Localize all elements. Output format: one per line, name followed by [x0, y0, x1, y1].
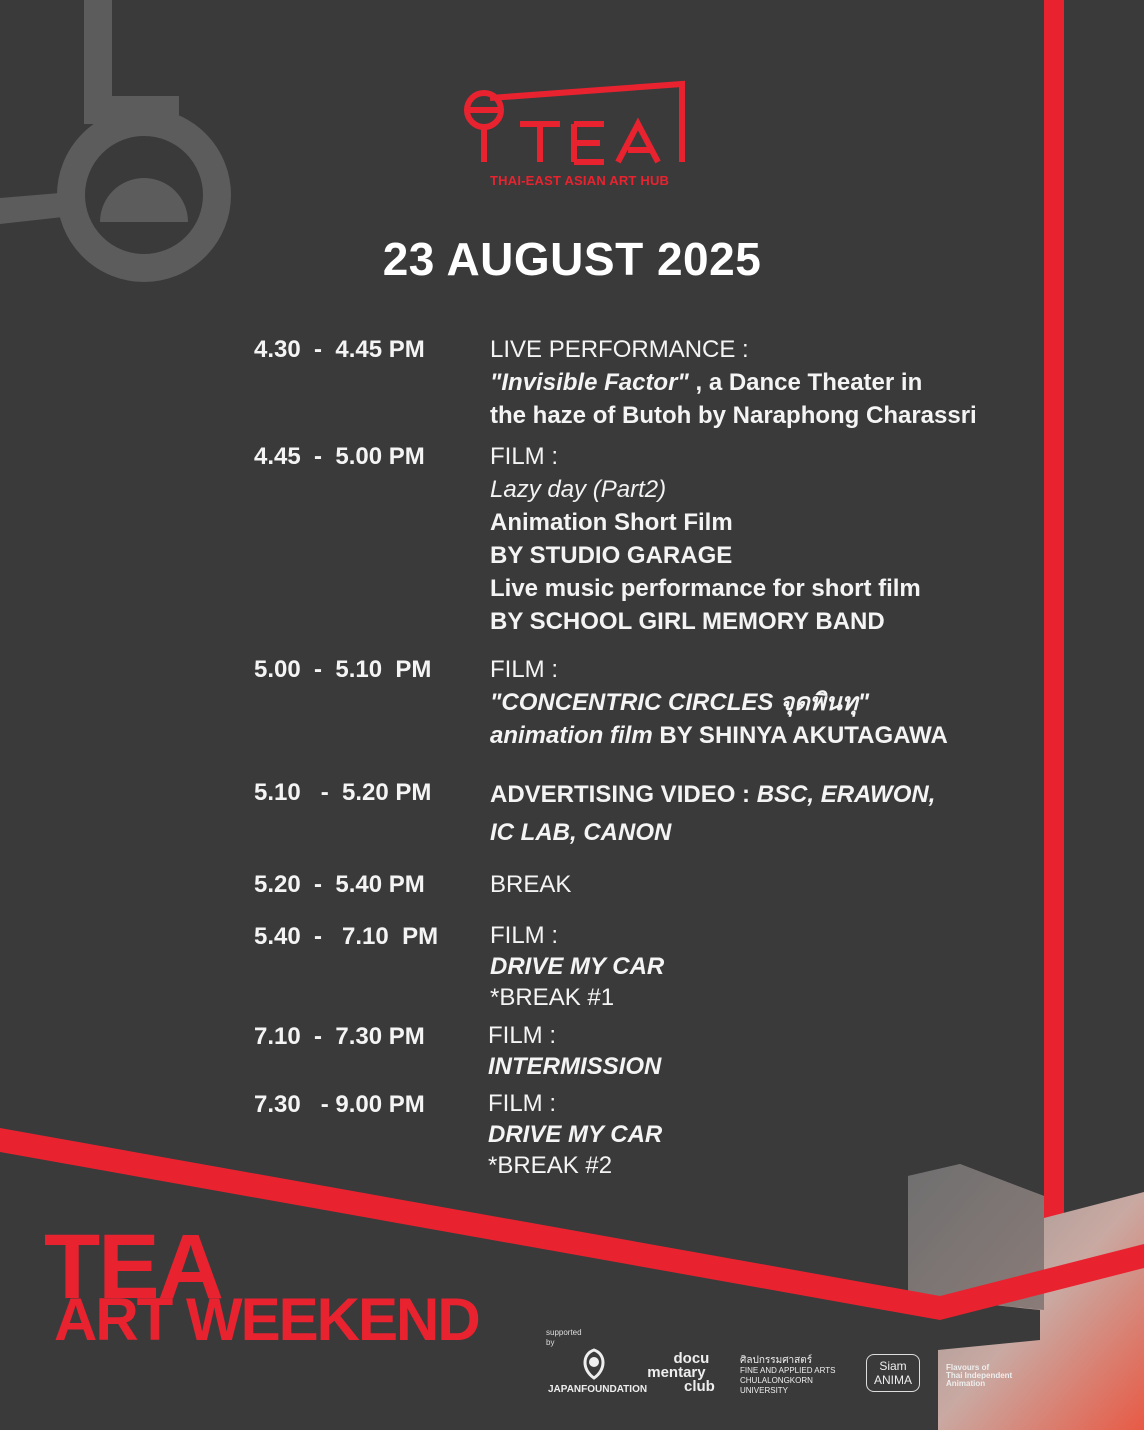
description-text: FILM : [490, 922, 559, 949]
tea-wordmark: TEA [44, 1216, 222, 1318]
schedule-description [490, 868, 1110, 901]
documentary-club-text-1: docu [673, 1350, 710, 1367]
description-text: Animation Short Film [490, 509, 733, 536]
logo-subtitle: THAI-EAST ASIAN ART HUB [490, 173, 670, 188]
siam-anima-text-2: ANIMA [873, 1373, 912, 1387]
description-line [490, 920, 1110, 951]
schedule-description [488, 1088, 1108, 1181]
supported-by-label: supported by [546, 1328, 582, 1347]
description-text: BREAK [490, 871, 572, 898]
schedule-description [490, 440, 1110, 638]
japan-foundation-logo [548, 1384, 647, 1395]
tea-logo-icon [466, 84, 682, 162]
description-line [490, 776, 1110, 814]
description-text: IC LAB, CANON [490, 819, 672, 846]
schedule-description [490, 920, 1110, 1013]
description-text: DRIVE MY CAR [488, 1121, 663, 1148]
chula-en-text-2: CHULALONGKORN UNIVERSITY [740, 1376, 813, 1395]
description-text: Lazy day (Part2) [490, 476, 667, 503]
description-line [490, 719, 1110, 752]
description-text: "Invisible Factor" [490, 369, 689, 396]
description-line [490, 951, 1110, 982]
description-line [490, 982, 1110, 1013]
art-weekend-title: ART WEEKEND [54, 1286, 479, 1353]
description-line [490, 868, 1110, 901]
documentary-club-text-2: mentary [647, 1364, 706, 1381]
documentary-club-logo [638, 1352, 715, 1394]
description-text: BY SHINYA AKUTAGAWA [652, 722, 948, 749]
description-text: the haze of Butoh by Naraphong Charassri [490, 402, 977, 429]
chula-fine-arts-logo [740, 1356, 860, 1396]
description-line [490, 814, 1110, 852]
description-text: FILM : [490, 443, 559, 470]
schedule-description [490, 653, 1110, 752]
schedule-time: 4.45 - 5.00 PM [254, 443, 425, 470]
description-line [488, 1119, 1108, 1150]
flavours-thai-animation-logo [946, 1364, 1026, 1388]
siam-anima-text-1: Siam [879, 1359, 907, 1373]
description-text: FILM : [490, 656, 559, 683]
description-line [490, 506, 1110, 539]
schedule-time: 5.00 - 5.10 PM [254, 656, 432, 683]
documentary-club-text-3: club [684, 1378, 715, 1395]
flavours-text-1: Flavours of [946, 1363, 990, 1372]
flavours-text-2: Thai Independent [946, 1371, 1013, 1380]
siam-anima-logo [866, 1354, 920, 1392]
schedule-time: 7.10 - 7.30 PM [254, 1023, 425, 1050]
description-line [490, 539, 1110, 572]
description-line [490, 686, 1110, 719]
description-text: , a Dance Theater in [688, 369, 923, 396]
schedule-time: 7.30 - 9.00 PM [254, 1091, 425, 1118]
description-text: FILM : [488, 1090, 557, 1117]
description-text: "CONCENTRIC CIRCLES จุดพินทุ" [490, 689, 870, 716]
description-line [488, 1051, 1108, 1082]
schedule-description [488, 1020, 1108, 1082]
description-line [490, 605, 1110, 638]
description-text: animation film [490, 722, 653, 749]
description-line [490, 366, 1110, 399]
description-line [490, 333, 1110, 366]
japan-foundation-text: JAPANFOUNDATION [548, 1384, 648, 1395]
schedule-description [490, 776, 1110, 852]
description-text: DRIVE MY CAR [490, 953, 665, 980]
description-line [490, 653, 1110, 686]
description-text: *BREAK #2 [488, 1152, 613, 1179]
description-line [488, 1150, 1108, 1181]
description-line [490, 473, 1110, 506]
chula-thai-text: ศิลปกรรมศาสตร์ [740, 1355, 813, 1366]
description-line [490, 399, 1110, 432]
description-text: ADVERTISING VIDEO : [490, 781, 757, 808]
schedule-time: 5.10 - 5.20 PM [254, 779, 432, 806]
schedule-time: 5.40 - 7.10 PM [254, 923, 439, 950]
description-text: BY SCHOOL GIRL MEMORY BAND [490, 608, 885, 635]
description-line [490, 440, 1110, 473]
description-text: BY STUDIO GARAGE [490, 542, 733, 569]
description-line [488, 1088, 1108, 1119]
event-date: 23 AUGUST 2025 [382, 233, 762, 285]
description-text: INTERMISSION [488, 1053, 662, 1080]
description-line [488, 1020, 1108, 1051]
flavours-text-3: Animation [946, 1379, 986, 1388]
japan-foundation-icon [574, 1344, 614, 1380]
description-text: *BREAK #1 [490, 984, 615, 1011]
description-text: FILM : [488, 1022, 557, 1049]
chula-en-text-1: FINE AND APPLIED ARTS [740, 1366, 836, 1375]
description-text: LIVE PERFORMANCE : [490, 336, 749, 363]
schedule-description [490, 333, 1110, 432]
schedule-time: 5.20 - 5.40 PM [254, 871, 425, 898]
description-line [490, 572, 1110, 605]
schedule-time: 4.30 - 4.45 PM [254, 336, 425, 363]
description-text: BSC, ERAWON, [756, 781, 936, 808]
description-text: Live music performance for short film [490, 575, 921, 602]
